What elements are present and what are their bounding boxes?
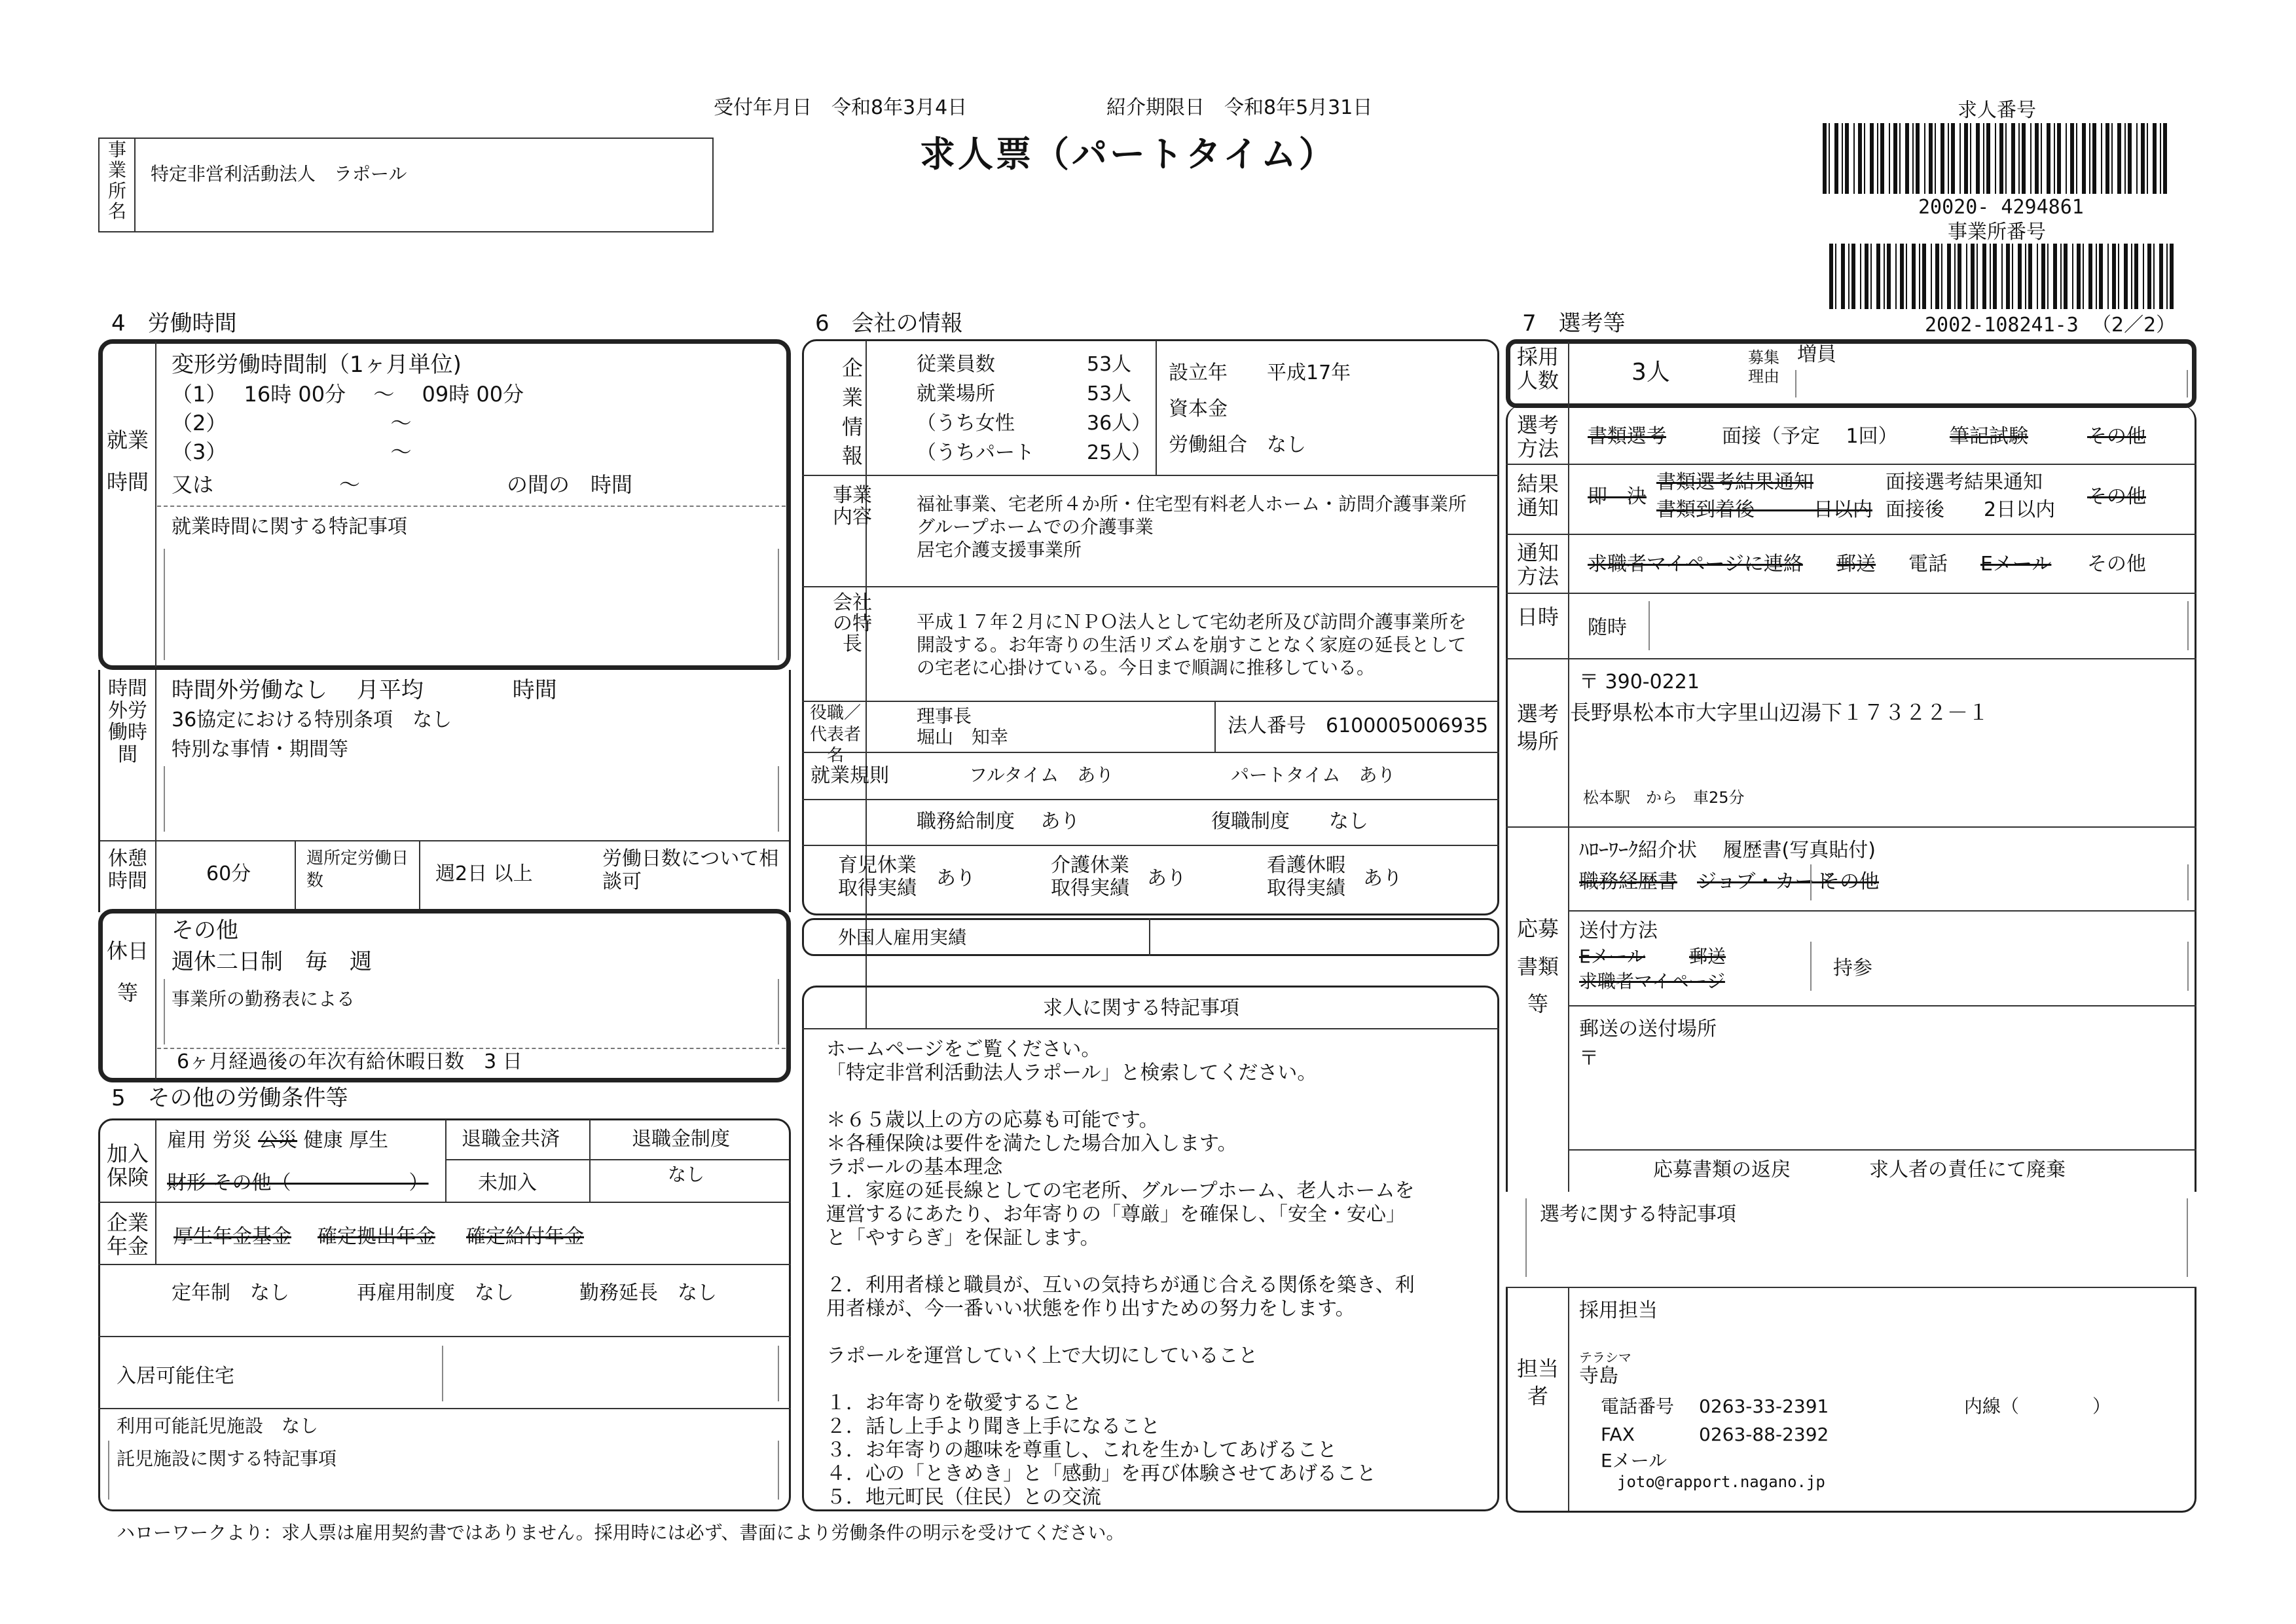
send-email: Eメール (1579, 946, 1646, 967)
contact-role: 採用担当 (1579, 1299, 1658, 1322)
employees-label: 従業員数 (917, 353, 995, 376)
rep-label: 役職／代表者名 (809, 703, 861, 766)
job-number: 20020- 4294861 (1918, 196, 2084, 219)
pension-item-3: 確定給付年金 (466, 1225, 584, 1248)
work-hours-notes-label: 就業時間に関する特記事項 (172, 515, 407, 538)
workplace-label: 就業場所 (917, 382, 995, 405)
docs-line2: 職務経歴書 ジョブ・カード (1579, 870, 1834, 893)
holiday-other: その他 (172, 917, 238, 944)
weekly-days-label: 週所定労働日数 (306, 849, 409, 891)
office-number-label: 事業所番号 (1948, 221, 2046, 244)
corp-number: 法人番号 6100005006935 (1228, 714, 1489, 737)
office-name-box (98, 138, 714, 232)
nursing-leave-label: 看護休暇取得実績 (1267, 854, 1345, 900)
notify-email: Eメール (1980, 553, 2052, 576)
send-bring: 持参 (1833, 957, 1872, 980)
weekly-days-value: 週2日 以上 (435, 862, 533, 885)
job-number-barcode (1820, 123, 2174, 194)
footer-note: ハローワークより：求人票は雇用契約書ではありません。採用時には必ず、書面により労働条件の明示を受けてください。 (117, 1522, 1125, 1543)
date-value: 随時 (1588, 616, 1627, 639)
rules-full: フルタイム あり (969, 764, 1114, 786)
shift-type: 変形労働時間制（1ヶ月単位) (172, 352, 462, 378)
method-label: 選考方法 (1516, 413, 1559, 461)
notify-other: その他 (2087, 553, 2146, 576)
email-label: Eメール (1601, 1450, 1667, 1471)
result-interview: 面接選考結果通知 (1886, 471, 2043, 494)
job-number-label: 求人番号 (1958, 99, 2036, 122)
office-name-label: 事業所名 (107, 139, 126, 223)
send-method-label: 送付方法 (1579, 919, 1658, 942)
work-hours-label: 就業時間 (106, 428, 149, 494)
address: 長野県松本市大字里山辺湯下１７３２２－１ (1570, 700, 1990, 725)
result-other: その他 (2087, 485, 2146, 508)
job-pay: 職務給制度 あり (917, 810, 1080, 833)
date-field (1649, 601, 2189, 650)
capital: 資本金 (1169, 397, 1228, 420)
company-info-label: 企業情報 (841, 356, 863, 469)
holiday-label: 休日等 (106, 938, 149, 1005)
features-content: 平成１７年２月にＮＰＯ法人として宅幼老所及び訪問介護事業所を 開設する。お年寄りの生活リズムを崩すことなく家庭の延長として の宅老に心掛けている。今日まで順調に推移している。 (917, 611, 1467, 678)
postal: 〒 390-0221 (1579, 671, 1700, 693)
page-number: （2／2） (2092, 314, 2176, 337)
work-hours-notes-field (164, 549, 779, 660)
hires-label: 採用人数 (1516, 344, 1559, 393)
mail-postal: 〒 (1579, 1047, 1599, 1070)
union: 労働組合 なし (1169, 434, 1306, 456)
result-doc-notify: 書類選考結果通知 (1656, 471, 1813, 494)
result-after: 面接後 2日以内 (1886, 498, 2056, 521)
notify-label: 通知方法 (1516, 540, 1559, 589)
return-label: 応募書類の返戻 (1653, 1158, 1791, 1181)
result-doc-arrival: 書類到着後 日以内 (1656, 498, 1872, 521)
access: 松本駅 から 車25分 (1583, 788, 1745, 807)
date-label: 日時 (1516, 604, 1559, 629)
page-title: 求人票（パートタイム） (920, 134, 1337, 175)
founded: 設立年 平成17年 (1169, 361, 1351, 384)
method-other: その他 (2087, 425, 2146, 448)
selection-notes-field (1525, 1198, 2188, 1277)
break-value: 60分 (206, 862, 251, 885)
women-value: 36人） (1087, 412, 1152, 435)
weekly-days-note: 労働日数について相談可 (602, 847, 779, 893)
place-label: 選考場所 (1516, 701, 1559, 754)
housing-label: 入居可能住宅 (117, 1365, 234, 1388)
retirement-system-label: 退職金制度 (632, 1128, 730, 1151)
overtime-label: 時間外労働時間 (108, 677, 147, 766)
overtime: 時間外労働なし 月平均 時間 (172, 677, 557, 703)
notify-mail: 郵送 (1836, 553, 1876, 576)
childcare-notes-field (108, 1441, 779, 1500)
office-name: 特定非営利活動法人 ラポール (151, 163, 407, 185)
holiday-notes-field (164, 979, 779, 1044)
or-between: 又は ～ の間の 時間 (172, 472, 633, 497)
childcare-leave-label: 育児休業取得実績 (838, 854, 917, 900)
job-notes: ホームページをご覧ください。 「特定非営利活動法人ラポール」と検索してください。 ＊６５歳以上の方の応募も可能です。 ＊各種保険は要件を満たした場合加入します。 ラポールの基本理念 １．家庭の延長線としての宅老所、グループホーム、老人ホームを 運営するにあたり、お年寄りの「尊厳」を確保し、「安全・安心」 と「やすらぎ」を保証します。 ２．利用者様と職員が、互いの気持ちが通じ合える関係を築き、利 用者様が、今一番いい状態を作り出すための努力をします。 ラポールを運営していく上で大切にしていること １．お年寄りを敬愛すること ２．話し上手より聞き上手になること ３．お年寄りの趣味を尊重し、これを生かしてあげること ４．心の「ときめき」と「感動」を再び体験させてあげること ５．地元町民（住民）との交流 (826, 1038, 1415, 1509)
docs-line1: ﾊﾛｰﾜｰｸ紹介状 履歴書(写真貼付) (1579, 839, 1876, 862)
send-mail: 郵送 (1689, 946, 1726, 967)
break-label: 休憩時間 (108, 847, 147, 893)
method-interview: 面接（予定 1回） (1722, 425, 1898, 448)
employees-value: 53人 (1087, 353, 1132, 376)
job-notes-heading: 求人に関する特記事項 (1043, 997, 1239, 1020)
reason-field (1795, 370, 2188, 397)
section7-heading: 7 選考等 (1522, 310, 1626, 337)
care-leave-value: あり (1147, 867, 1186, 890)
holiday-note: 事業所の勤務表による (172, 988, 355, 1010)
send-field (1810, 942, 2189, 991)
notify-mypage: 求職者マイページに連絡 (1588, 553, 1803, 576)
overtime-notes-field (164, 766, 779, 832)
pension-label: 企業年金 (106, 1210, 149, 1259)
paid-leave: 6ヶ月経過後の年次有給休暇日数 3 日 (177, 1050, 522, 1073)
workplace-value: 53人 (1087, 382, 1132, 405)
docs-other-field (1810, 864, 2189, 900)
part-value: 25人） (1087, 441, 1152, 464)
reception-date: 受付年月日 令和8年3月4日 (714, 96, 968, 119)
features-label: 会社の特長 (833, 591, 872, 655)
hires-value: 3人 (1631, 359, 1670, 386)
business-content: 福祉事業、宅老所４か所・住宅型有料老人ホーム・訪問介護事業所 グループホームでの介護事業 居宅介護支援事業所 (917, 493, 1467, 561)
result-label: 結果通知 (1516, 471, 1559, 520)
notify-phone: 電話 (1908, 553, 1948, 576)
email: joto@rapport.nagano.jp (1617, 1473, 1825, 1491)
foreign-label: 外国人雇用実績 (838, 927, 967, 948)
selection-notes-label: 選考に関する特記事項 (1540, 1203, 1736, 1226)
rules-part: パートタイム あり (1231, 764, 1396, 786)
retirement-age: 定年制 なし (172, 1282, 289, 1304)
docs-label: 応募書類等 (1516, 916, 1559, 1017)
contact-name: 寺島 (1579, 1365, 1618, 1388)
business-label: 事業内容 (833, 484, 872, 528)
shift-1: （1） 16時 00分 ～ 09時 00分 (172, 382, 524, 407)
nursing-leave-value: あり (1363, 867, 1402, 890)
method-documents: 書類選考 (1588, 425, 1666, 448)
extension: 勤務延長 なし (579, 1282, 717, 1304)
docs-other: その他 (1820, 870, 1879, 893)
insurance-line1: 雇用 労災 公災 健康 厚生 (167, 1129, 389, 1152)
shift-2: （2） ～ (172, 411, 412, 435)
fax-label: FAX (1601, 1424, 1635, 1445)
care-leave-label: 介護休業取得実績 (1051, 854, 1129, 900)
section5-heading: 5 その他の労働条件等 (111, 1085, 348, 1111)
phone: 0263-33-2391 (1699, 1395, 1829, 1417)
method-written: 筆記試験 (1950, 425, 2028, 448)
retirement-system-value: なし (668, 1164, 705, 1185)
part-label: （うちパート (917, 441, 1034, 464)
return-value: 求人者の責任にて廃棄 (1869, 1158, 2066, 1181)
fax: 0263-88-2392 (1699, 1424, 1829, 1445)
office-number: 2002-108241-3 (1925, 314, 2079, 337)
office-number-barcode (1827, 244, 2180, 309)
rep-title: 理事長 (917, 705, 972, 727)
mail-place-label: 郵送の送付場所 (1579, 1018, 1717, 1041)
rehire: 再雇用制度 なし (357, 1282, 514, 1304)
housing-field (442, 1346, 779, 1401)
retirement-mutual-value: 未加入 (478, 1172, 537, 1194)
section4-heading: 4 労働時間 (111, 310, 237, 337)
reason-value: 増員 (1797, 343, 1836, 366)
pension-item-2: 確定拠出年金 (318, 1225, 435, 1248)
women-label: （うち女性 (917, 412, 1015, 435)
referral-deadline: 紹介期限日 令和8年5月31日 (1106, 96, 1373, 119)
insurance-line2: 財形 その他（ ） (167, 1172, 429, 1194)
phone-label: 電話番号 (1601, 1395, 1675, 1417)
special-circumstances: 特別な事情・期間等 (172, 738, 348, 761)
insurance-label: 加入保険 (106, 1141, 149, 1190)
pension-item-1: 厚生年金基金 (173, 1225, 291, 1248)
rules-label: 就業規則 (811, 764, 889, 787)
childcare: 利用可能託児施設 なし (117, 1415, 319, 1437)
holiday-weekly: 週休二日制 毎 週 (172, 949, 372, 975)
ext-label: 内線（ ） (1964, 1395, 2111, 1417)
shift-3: （3） ～ (172, 439, 412, 464)
send-mypage: 求職者マイページ (1579, 970, 1725, 992)
reason-label: 募集理由 (1748, 348, 1779, 386)
contact-kana: テラシマ (1579, 1350, 1631, 1365)
retirement-mutual-label: 退職金共済 (462, 1128, 560, 1151)
childcare-leave-value: あり (936, 867, 975, 890)
childcare-notes-label: 託児施設に関する特記事項 (117, 1448, 337, 1469)
article36: 36協定における特別条項 なし (172, 709, 452, 731)
contact-label: 担当者 (1516, 1356, 1559, 1409)
result-immediate: 即 決 (1588, 485, 1647, 508)
rep-name: 堀山 知幸 (917, 726, 1009, 748)
section6-heading: 6 会社の情報 (815, 310, 963, 337)
reinstatement: 復職制度 なし (1211, 810, 1368, 833)
